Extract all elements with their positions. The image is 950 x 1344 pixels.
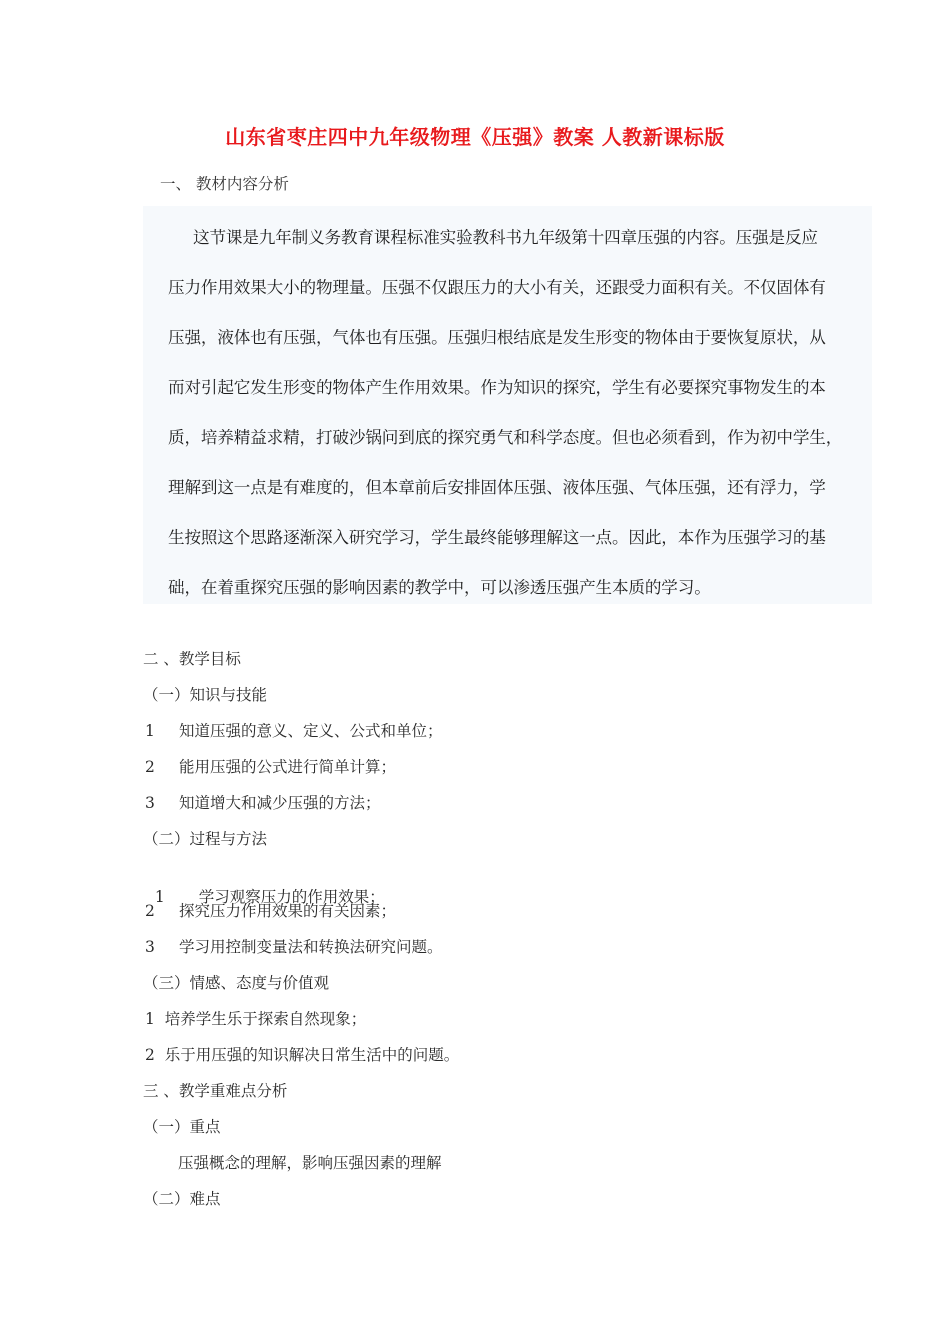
list-item-text: 学习用控制变量法和转换法研究问题。 xyxy=(179,938,443,956)
list-item xyxy=(145,936,443,958)
list-item-number: 3 xyxy=(145,794,155,812)
analysis-paragraph-line: 压力作用效果大小的物理量。压强不仅跟压力的大小有关，还跟受力面积有关。不仅固体有 xyxy=(168,278,826,297)
analysis-paragraph-line: 而对引起它发生形变的物体产生作用效果。作为知识的探究，学生有必要探究事物发生的本 xyxy=(168,378,826,397)
subheading-knowledge-skills: （一）知识与技能 xyxy=(143,686,268,704)
analysis-paragraph-line: 压强，液体也有压强，气体也有压强。压强归根结底是发生形变的物体由于要恢复原状，从 xyxy=(168,328,826,347)
subheading-difficult-point: （二）难点 xyxy=(143,1190,221,1208)
analysis-paragraph-line: 理解到这一点是有难度的，但本章前后安排固体压强、液体压强、气体压强，还有浮力，学 xyxy=(168,478,826,497)
analysis-paragraph-line: 质，培养精益求精，打破沙锅问到底的探究勇气和科学态度。但也必须看到，作为初中学生， xyxy=(168,428,843,447)
list-item-number: 3 xyxy=(145,938,155,956)
analysis-paragraph-line: 础，在着重探究压强的影响因素的教学中，可以渗透压强产生本质的学习。 xyxy=(168,578,711,597)
list-item xyxy=(145,900,396,922)
list-item-number: 2 xyxy=(145,758,155,776)
subheading-emotion-attitude-values: （三）情感、态度与价值观 xyxy=(143,974,330,992)
section-heading-key-difficult-points: 三 、教学重难点分析 xyxy=(143,1082,288,1100)
list-item xyxy=(145,792,381,814)
list-item-text: 能用压强的公式进行简单计算； xyxy=(179,758,397,776)
list-item-number: 1 xyxy=(145,722,155,740)
list-item-text: 知道压强的意义、定义、公式和单位； xyxy=(179,722,443,740)
list-item-text: 学习观察压力的作用效果； xyxy=(188,888,385,906)
list-item-text: 探究压力作用效果的有关因素； xyxy=(179,902,397,920)
list-item: 2 乐于用压强的知识解决日常生活中的问题。 xyxy=(145,1046,460,1064)
key-point-text: 压强概念的理解，影响压强因素的理解 xyxy=(178,1154,442,1172)
section-heading-content-analysis: 一、 教材内容分析 xyxy=(160,175,289,193)
analysis-paragraph-line: 生按照这个思路逐渐深入研究学习，学生最终能够理解这一点。因此，本作为压强学习的基 xyxy=(168,528,826,547)
list-item-number: 1 xyxy=(154,888,165,906)
list-item xyxy=(145,756,396,778)
subheading-process-methods: （二）过程与方法 xyxy=(143,830,268,848)
section-heading-teaching-objectives: 二 、教学目标 xyxy=(143,650,241,668)
content-analysis-box xyxy=(143,206,872,604)
list-item-number: 2 xyxy=(145,902,155,920)
subheading-key-point: （一）重点 xyxy=(143,1118,221,1136)
list-item xyxy=(145,720,443,742)
analysis-paragraph-line: 这节课是九年制义务教育课程标准实验教科书九年级第十四章压强的内容。压强是反应 xyxy=(193,228,818,247)
document-title: 山东省枣庄四中九年级物理《压强》教案 人教新课标版 xyxy=(225,125,725,149)
list-item: 1 培养学生乐于探索自然现象； xyxy=(145,1010,367,1028)
list-item-text: 知道增大和减少压强的方法； xyxy=(179,794,381,812)
